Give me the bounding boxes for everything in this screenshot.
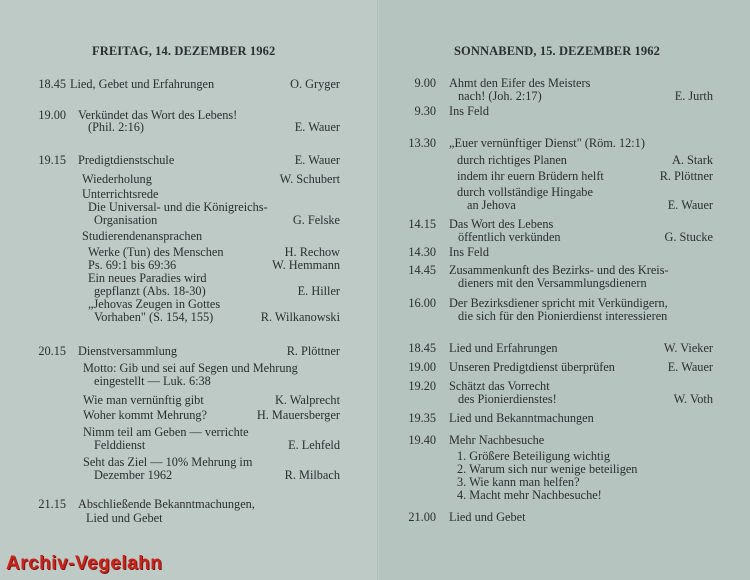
session-title: Motto: Gib und sei auf Segen und Mehrung bbox=[83, 361, 298, 375]
session-title: Verkündet das Wort des Lebens! bbox=[78, 108, 238, 122]
session-title: Lied und Gebet bbox=[449, 510, 526, 524]
session-title: Wiederholung bbox=[82, 172, 152, 186]
session-title: Zusammenkunft des Bezirks- und des Kreis- bbox=[449, 263, 669, 277]
session-time: 9.00 bbox=[414, 76, 436, 90]
speaker-name: R. Milbach bbox=[284, 468, 340, 482]
session-title: Lied und Gebet bbox=[86, 511, 163, 525]
session-title: 3. Wie kann man helfen? bbox=[457, 475, 580, 489]
session-title: Die Universal- und die Königreichs- bbox=[88, 200, 268, 214]
session-title: Seht das Ziel — 10% Mehrung im bbox=[83, 455, 253, 469]
speaker-name: E. Wauer bbox=[294, 120, 340, 134]
session-title: eingestellt — Luk. 6:38 bbox=[94, 374, 211, 388]
speaker-name: E. Wauer bbox=[667, 198, 713, 212]
session-title: Ins Feld bbox=[449, 104, 489, 118]
speaker-name: H. Rechow bbox=[284, 245, 340, 259]
session-title: Lied, Gebet und Erfahrungen bbox=[70, 77, 215, 91]
speaker-name: G. Stucke bbox=[664, 230, 713, 244]
speaker-name: E. Wauer bbox=[294, 153, 340, 167]
session-time: 19.35 bbox=[408, 411, 436, 425]
page-fold bbox=[377, 0, 379, 580]
session-title: Dezember 1962 bbox=[94, 468, 173, 482]
session-title: Unseren Predigtdienst überprüfen bbox=[449, 360, 615, 374]
speaker-name: W. Voth bbox=[673, 392, 713, 406]
session-title: Abschließende Bekanntmachungen, bbox=[78, 497, 255, 511]
session-title: Lied und Erfahrungen bbox=[449, 341, 558, 355]
speaker-name: R. Plöttner bbox=[286, 344, 340, 358]
archive-watermark: Archiv-Vegelahn bbox=[6, 553, 163, 574]
speaker-name: W. Hemmann bbox=[272, 258, 340, 272]
session-title: 4. Macht mehr Nachbesuche! bbox=[457, 488, 602, 502]
session-time: 20.15 bbox=[38, 344, 66, 358]
session-title: des Pionierdienstes! bbox=[458, 392, 557, 406]
speaker-name: H. Mauersberger bbox=[256, 408, 340, 422]
session-time: 19.20 bbox=[408, 379, 436, 393]
session-title: Woher kommt Mehrung? bbox=[83, 408, 208, 422]
session-title: Wie man vernünftig gibt bbox=[83, 393, 204, 407]
session-title: Organisation bbox=[94, 213, 158, 227]
session-title: Ins Feld bbox=[449, 245, 489, 259]
friday-header: FREITAG, 14. DEZEMBER 1962 bbox=[92, 44, 276, 58]
session-title: gepflanzt (Abs. 18-30) bbox=[94, 284, 206, 298]
session-title: die sich für den Pionierdienst interessieren bbox=[458, 309, 668, 323]
speaker-name: E. Lehfeld bbox=[288, 438, 340, 452]
speaker-name: O. Gryger bbox=[290, 77, 340, 91]
session-time: 14.15 bbox=[408, 217, 436, 231]
session-title: Studierendenansprachen bbox=[82, 229, 203, 243]
session-title: Unterrichtsrede bbox=[82, 187, 159, 201]
session-title: öffentlich verkünden bbox=[458, 230, 561, 244]
session-title: Das Wort des Lebens bbox=[449, 217, 554, 231]
session-time: 13.30 bbox=[408, 136, 436, 150]
speaker-name: W. Vieker bbox=[663, 341, 713, 355]
session-title: „Euer vernünftiger Dienst" (Röm. 12:1) bbox=[449, 136, 645, 150]
session-time: 14.45 bbox=[408, 263, 436, 277]
speaker-name: R. Plöttner bbox=[659, 169, 713, 183]
session-title: Ein neues Paradies wird bbox=[88, 271, 207, 285]
session-title: 1. Größere Beteiligung wichtig bbox=[457, 449, 610, 463]
session-title: (Phil. 2:16) bbox=[88, 120, 145, 134]
session-time: 9.30 bbox=[414, 104, 436, 118]
session-time: 21.00 bbox=[408, 510, 436, 524]
speaker-name: A. Stark bbox=[672, 153, 713, 167]
session-title: Ps. 69:1 bis 69:36 bbox=[88, 258, 177, 272]
session-time: 19.00 bbox=[38, 108, 66, 122]
session-time: 18.45 bbox=[408, 341, 436, 355]
session-title: nach! (Joh. 2:17) bbox=[458, 89, 542, 103]
session-title: indem ihr euern Brüdern helft bbox=[457, 169, 604, 183]
session-title: Dienstversammlung bbox=[78, 344, 178, 358]
speaker-name: R. Wilkanowski bbox=[260, 310, 340, 324]
session-title: Mehr Nachbesuche bbox=[449, 433, 545, 447]
session-title: Predigtdienstschule bbox=[78, 153, 175, 167]
session-time: 19.15 bbox=[38, 153, 66, 167]
speaker-name: E. Hiller bbox=[297, 284, 340, 298]
speaker-name: K. Walprecht bbox=[274, 393, 340, 407]
session-time: 19.40 bbox=[408, 433, 436, 447]
session-title: dieners mit den Versammlungsdienern bbox=[458, 276, 647, 290]
speaker-name: E. Wauer bbox=[667, 360, 713, 374]
session-title: Felddienst bbox=[94, 438, 146, 452]
session-title: 2. Warum sich nur wenige beteiligen bbox=[457, 462, 638, 476]
session-title: Schätzt das Vorrecht bbox=[449, 379, 550, 393]
session-time: 19.00 bbox=[408, 360, 436, 374]
session-title: Werke (Tun) des Menschen bbox=[88, 245, 224, 259]
saturday-header: SONNABEND, 15. DEZEMBER 1962 bbox=[454, 44, 660, 58]
session-title: Der Bezirksdiener spricht mit Verkündigern, bbox=[449, 296, 668, 310]
session-title: durch richtiges Planen bbox=[457, 153, 567, 167]
session-title: „Jehovas Zeugen in Gottes bbox=[88, 297, 221, 311]
session-title: Lied und Bekanntmachungen bbox=[449, 411, 594, 425]
session-title: Vorhaben" (S. 154, 155) bbox=[94, 310, 214, 324]
session-time: 18.45 bbox=[38, 77, 66, 91]
session-title: an Jehova bbox=[467, 198, 516, 212]
session-title: durch vollständige Hingabe bbox=[457, 185, 593, 199]
session-title: Ahmt den Eifer des Meisters bbox=[449, 76, 591, 90]
speaker-name: W. Schubert bbox=[279, 172, 340, 186]
session-time: 14.30 bbox=[408, 245, 436, 259]
session-time: 21.15 bbox=[38, 497, 66, 511]
session-time: 16.00 bbox=[408, 296, 436, 310]
speaker-name: G. Felske bbox=[292, 213, 340, 227]
speaker-name: E. Jurth bbox=[674, 89, 713, 103]
session-title: Nimm teil am Geben — verrichte bbox=[83, 425, 249, 439]
